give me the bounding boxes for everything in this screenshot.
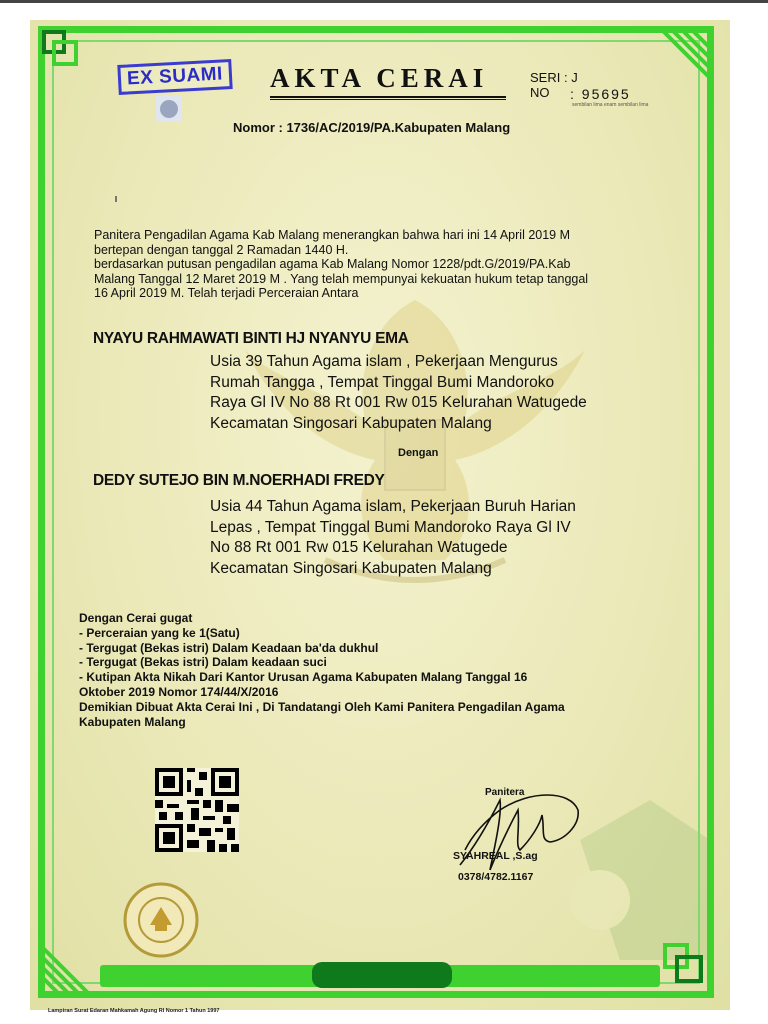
signer-role: Panitera [485,787,525,798]
detail-line: No 88 Rt 001 Rw 015 Kelurahan Watugede [210,539,508,556]
title-underline-thin [270,99,506,100]
detail-line: Rumah Tangga , Tempat Tinggal Bumi Mandoroko [210,373,555,391]
corner-ornament-bottom-right [655,935,715,995]
intro-line: bertepan dengan tanggal 2 Ramadan 1440 H. [94,242,349,257]
serial-fine-print: sembilan lima enam sembilan lima [572,102,649,108]
top-border-line [0,0,768,3]
detail-line: Kecamatan Singosari Kabupaten Malang [210,559,492,577]
intro-line: Malang Tanggal 12 Maret 2019 M . Yang telah mempunyai kekuatan hukum tetap tanggal [94,271,589,286]
intro-paragraph [94,228,694,301]
qr-code-icon [152,768,242,852]
note-line: Kabupaten Malang [79,714,186,729]
note-line: Dengan Cerai gugat [79,611,193,625]
document-title: AKTA CERAI [270,63,489,93]
intro-line: 16 April 2019 M. Telah terjadi Perceraian Antara [94,286,359,301]
corner-ornament-bottom-left [40,935,100,995]
title-underline [270,96,506,98]
party2-details [210,497,680,579]
document-number: Nomor : 1736/AC/2019/PA.Kabupaten Malang [233,120,511,135]
corner-ornament-top-left [40,28,100,88]
seri-value: J [571,70,578,85]
emblem-icon [154,94,184,124]
seri-label: SERI : [530,70,568,85]
note-line: Oktober 2019 Nomor 174/44/X/2016 [79,684,279,699]
note-line: - Kutipan Akta Nikah Dari Kantor Urusan Agama Kabupaten Malang Tanggal 16 [79,670,528,685]
no-label: NO [530,85,550,100]
detail-line: Lepas , Tempat Tinggal Bumi Mandoroko Raya Gl IV [210,518,571,536]
signer-phone: 0378/4782.1167 [458,871,534,883]
note-line: - Perceraian yang ke 1(Satu) [79,625,240,640]
party1-name: NYAYU RAHMAWATI BINTI HJ NYANYU EMA [93,330,409,347]
notes-block [79,611,565,729]
note-line: Demikian Dibuat Akta Cerai Ini , Di Tandatangi Oleh Kami Panitera Pengadilan Agama [79,699,565,714]
corner-ornament-top-right [650,28,710,88]
detail-line: Usia 44 Tahun Agama islam, Pekerjaan Buruh Harian [210,498,576,515]
intro-line: Panitera Pengadilan Agama Kab Malang menerangkan bahwa hari ini 14 April 2019 M [94,228,571,242]
connector-text: Dengan [398,447,439,459]
party1-details [210,352,680,434]
note-line: - Tergugat (Bekas istri) Dalam Keadaan ba'da dukhul [79,640,379,655]
bottom-dark-tab [312,962,452,988]
footer-note: Lampiran Surat Edaran Mahkamah Agung RI Nomor 1 Tahun 1997 [48,1008,220,1014]
detail-line: Usia 39 Tahun Agama islam , Pekerjaan Mengurus [210,353,558,370]
serial-number: : 95695 [570,86,631,102]
detail-line: Raya Gl IV No 88 Rt 001 Rw 015 Kelurahan Watugede [210,394,587,411]
small-mark [115,196,117,202]
party2-name: DEDY SUTEJO BIN M.NOERHADI FREDY [93,472,385,489]
detail-line: Kecamatan Singosari Kabupaten Malang [210,414,492,432]
intro-line: berdasarkan putusan pengadilan agama Kab Malang Nomor 1228/pdt.G/2019/PA.Kab [94,257,571,272]
note-line: - Tergugat (Bekas istri) Dalam keadaan suci [79,655,327,670]
signer-name: SYAHREAL ,S.ag [453,850,538,862]
mahkamah-agung-seal [122,881,200,959]
ex-suami-stamp: EX SUAMI [117,59,232,95]
